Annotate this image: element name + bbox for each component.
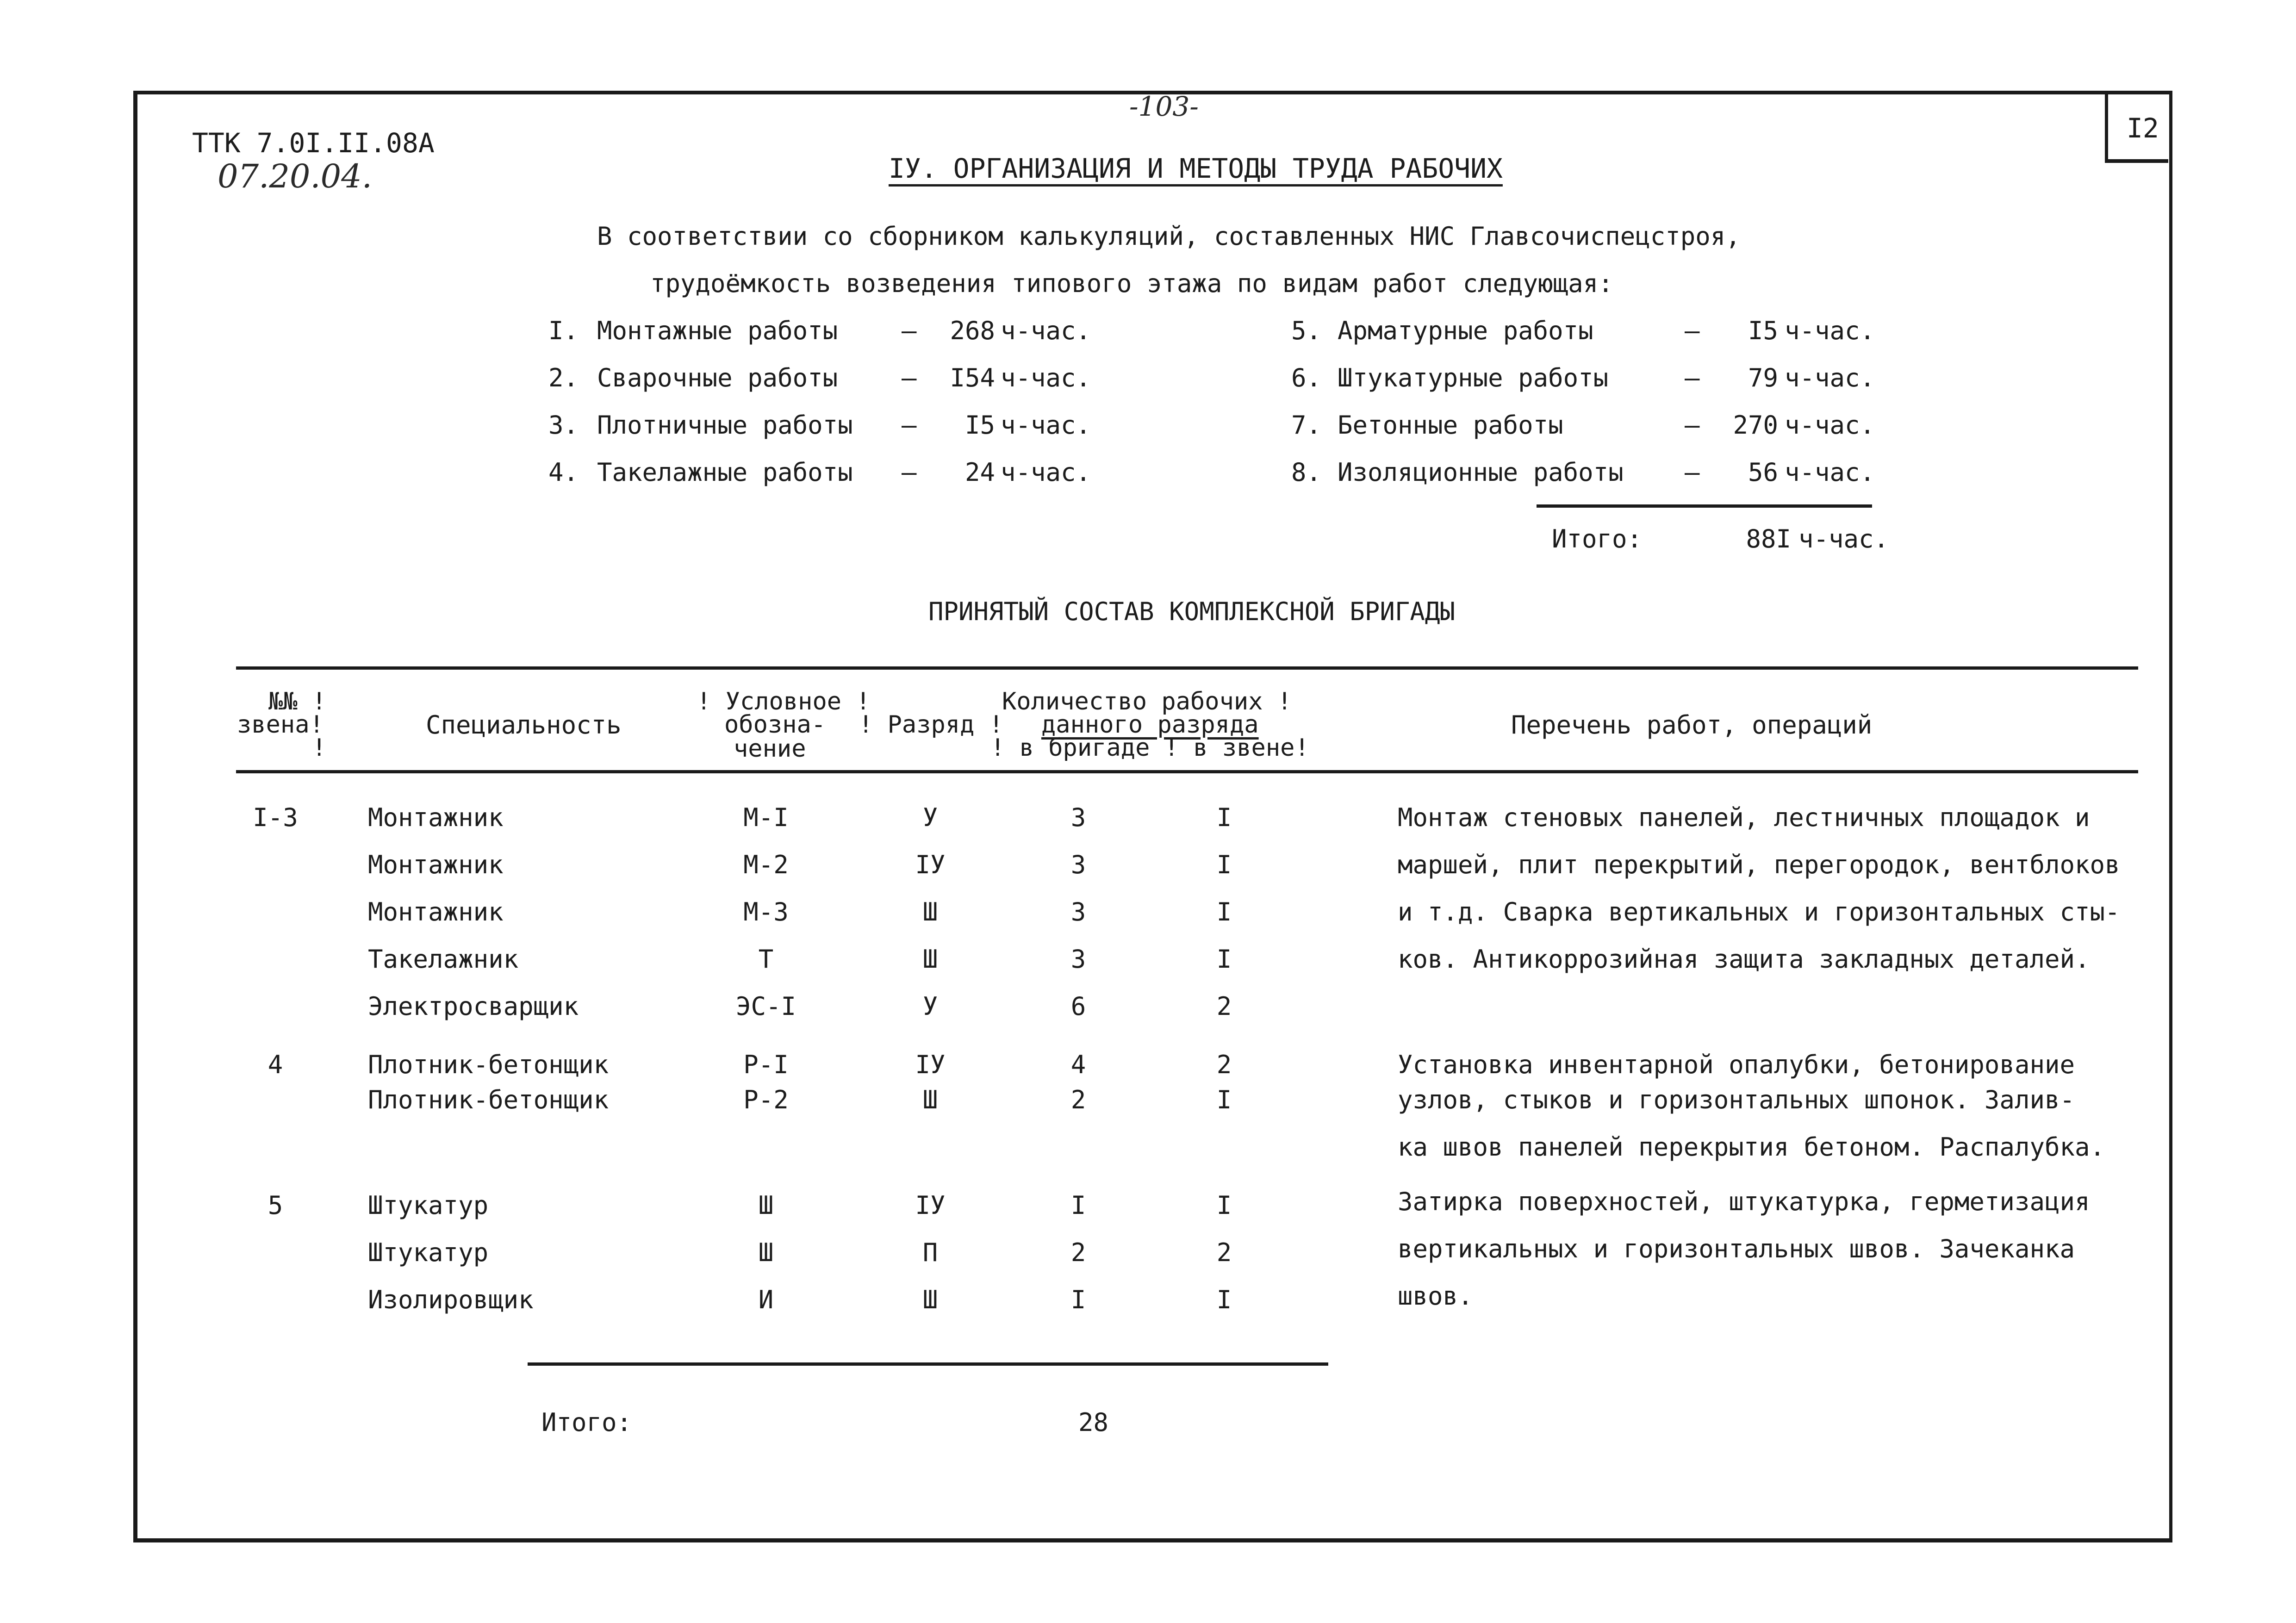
cell-code: М-I xyxy=(743,803,789,832)
work-number: 8. xyxy=(1291,458,1322,487)
sheet-number-box xyxy=(2105,94,2168,163)
work-number: 3. xyxy=(548,410,579,440)
table-total-value: 28 xyxy=(1078,1408,1109,1437)
document-date: 07.20.04. xyxy=(218,157,372,195)
work-value: 268 xyxy=(950,316,995,345)
works-total-rule xyxy=(1537,504,1872,508)
document-code: ТТК 7.0I.II.08А xyxy=(192,127,435,159)
cell-in-team: I xyxy=(1216,945,1232,974)
intro-line-1: В соответствии со сборником калькуляций, составленных НИС Главсочиспецстроя, xyxy=(597,222,1741,251)
work-value: 24 xyxy=(964,458,995,487)
header-team-number-1: №№ ! xyxy=(268,688,327,715)
work-unit: ч-час. xyxy=(1785,316,1875,345)
cell-in-team: I xyxy=(1216,850,1232,879)
work-unit: ч-час. xyxy=(1785,410,1875,440)
cell-in-brigade: 3 xyxy=(1070,850,1086,879)
work-value: 270 xyxy=(1733,410,1778,440)
header-operations: Перечень работ, операций xyxy=(1511,710,1873,740)
work-unit: ч-час. xyxy=(1001,458,1091,487)
table-total-rule xyxy=(528,1362,1328,1366)
operations-line: вертикальных и горизонтальных швов. Зачеканка xyxy=(1398,1234,2075,1263)
cell-in-team: 2 xyxy=(1216,992,1232,1021)
operations-line: узлов, стыков и горизонтальных шпонок. Залив- xyxy=(1398,1085,2075,1114)
cell-in-team: I xyxy=(1216,803,1232,832)
header-specialty: Специальность xyxy=(426,710,622,740)
header-team-number-3: ! xyxy=(312,734,327,762)
work-name: Плотничные работы xyxy=(597,410,853,440)
header-code-1: ! Условное ! xyxy=(697,688,871,715)
cell-specialty: Монтажник xyxy=(368,897,504,927)
table-top-rule xyxy=(236,666,2138,670)
cell-in-team: 2 xyxy=(1216,1238,1232,1267)
cell-rank: Ш xyxy=(922,945,938,974)
operations-line: ков. Антикоррозийная защита закладных деталей. xyxy=(1398,945,2090,974)
work-number: I. xyxy=(548,316,579,345)
cell-in-brigade: I xyxy=(1070,1285,1086,1314)
operations-line: ка швов панелей перекрытия бетоном. Распалубка. xyxy=(1398,1132,2105,1162)
cell-team: 5 xyxy=(268,1191,283,1220)
cell-in-brigade: 4 xyxy=(1070,1050,1086,1079)
work-value: I5 xyxy=(1748,316,1778,345)
cell-specialty: Плотник-бетонщик xyxy=(368,1050,609,1079)
cell-code: М-3 xyxy=(743,897,789,927)
cell-in-brigade: 2 xyxy=(1070,1238,1086,1267)
cell-specialty: Изолировщик xyxy=(368,1285,534,1314)
intro-line-2: трудоёмкость возведения типового этажа по видам работ следующая: xyxy=(650,269,1613,298)
cell-specialty: Штукатур xyxy=(368,1238,489,1267)
header-rank: ! Разряд ! xyxy=(859,711,1004,739)
cell-rank: IУ xyxy=(915,1191,946,1220)
cell-rank: У xyxy=(922,992,938,1021)
cell-rank: IУ xyxy=(915,850,946,879)
work-value: 56 xyxy=(1748,458,1778,487)
sheet-number: I2 xyxy=(2127,112,2159,144)
work-number: 2. xyxy=(548,363,579,392)
work-name: Изоляционные работы xyxy=(1338,458,1624,487)
work-value: I5 xyxy=(964,410,995,440)
cell-code: Т xyxy=(758,945,774,974)
work-dash: – xyxy=(902,410,917,440)
cell-code: Ш xyxy=(758,1191,774,1220)
cell-specialty: Монтажник xyxy=(368,850,504,879)
cell-specialty: Штукатур xyxy=(368,1191,489,1220)
work-dash: – xyxy=(902,458,917,487)
work-name: Такелажные работы xyxy=(597,458,853,487)
cell-in-team: I xyxy=(1216,897,1232,927)
cell-in-team: 2 xyxy=(1216,1050,1232,1079)
cell-in-brigade: 3 xyxy=(1070,945,1086,974)
cell-code: Ш xyxy=(758,1238,774,1267)
operations-line: Монтаж стеновых панелей, лестничных площадок и xyxy=(1398,803,2090,832)
cell-specialty: Монтажник xyxy=(368,803,504,832)
cell-code: ЭС-I xyxy=(735,992,796,1021)
header-quantity-3: ! в бригаде ! в звене! xyxy=(990,734,1309,762)
brigade-title: ПРИНЯТЫЙ СОСТАВ КОМПЛЕКСНОЙ БРИГАДЫ xyxy=(928,597,1455,626)
cell-rank: У xyxy=(922,803,938,832)
operations-line: Затирка поверхностей, штукатурка, герметизация xyxy=(1398,1187,2090,1216)
section-title: IУ. ОРГАНИЗАЦИЯ И МЕТОДЫ ТРУДА РАБОЧИХ xyxy=(889,153,1503,184)
cell-rank: П xyxy=(922,1238,938,1267)
work-number: 5. xyxy=(1291,316,1322,345)
work-name: Арматурные работы xyxy=(1338,316,1593,345)
cell-specialty: Плотник-бетонщик xyxy=(368,1085,609,1114)
cell-in-team: I xyxy=(1216,1191,1232,1220)
works-total-label: Итого: xyxy=(1552,524,1643,553)
cell-rank: Ш xyxy=(922,1085,938,1114)
work-name: Штукатурные работы xyxy=(1338,363,1609,392)
work-unit: ч-час. xyxy=(1785,363,1875,392)
work-dash: – xyxy=(1685,410,1700,440)
cell-in-brigade: 6 xyxy=(1070,992,1086,1021)
page-number: -103- xyxy=(1129,91,1199,122)
header-quantity-2: данного разряда xyxy=(1041,711,1259,739)
work-number: 4. xyxy=(548,458,579,487)
cell-code: Р-I xyxy=(743,1050,789,1079)
work-number: 7. xyxy=(1291,410,1322,440)
work-unit: ч-час. xyxy=(1001,410,1091,440)
operations-line: и т.д. Сварка вертикальных и горизонтальных сты- xyxy=(1398,897,2120,927)
cell-rank: Ш xyxy=(922,897,938,927)
work-dash: – xyxy=(902,363,917,392)
cell-in-brigade: 3 xyxy=(1070,803,1086,832)
cell-team: 4 xyxy=(268,1050,283,1079)
header-code-2: обозна- xyxy=(724,711,826,739)
header-team-number-2: звена! xyxy=(237,711,324,739)
cell-in-team: I xyxy=(1216,1285,1232,1314)
cell-code: Р-2 xyxy=(743,1085,789,1114)
work-value: I54 xyxy=(950,363,995,392)
cell-rank: Ш xyxy=(922,1285,938,1314)
cell-team: I-3 xyxy=(253,803,298,832)
header-quantity-1: Количество рабочих ! xyxy=(1002,688,1292,715)
cell-specialty: Электросварщик xyxy=(368,992,579,1021)
work-name: Бетонные работы xyxy=(1338,410,1563,440)
cell-in-team: I xyxy=(1216,1085,1232,1114)
cell-code: М-2 xyxy=(743,850,789,879)
cell-in-brigade: 2 xyxy=(1070,1085,1086,1114)
header-code-3: чение xyxy=(734,735,806,763)
work-dash: – xyxy=(1685,363,1700,392)
operations-line: швов. xyxy=(1398,1281,1473,1311)
works-total-unit: ч-час. xyxy=(1798,524,1889,553)
work-dash: – xyxy=(902,316,917,345)
operations-line: Установка инвентарной опалубки, бетонирование xyxy=(1398,1050,2075,1079)
table-header-rule xyxy=(236,770,2138,773)
operations-line: маршей, плит перекрытий, перегородок, вентблоков xyxy=(1398,850,2120,879)
work-name: Сварочные работы xyxy=(597,363,838,392)
works-total-value: 88I xyxy=(1746,524,1791,553)
work-unit: ч-час. xyxy=(1785,458,1875,487)
work-value: 79 xyxy=(1748,363,1778,392)
work-dash: – xyxy=(1685,316,1700,345)
work-number: 6. xyxy=(1291,363,1322,392)
work-dash: – xyxy=(1685,458,1700,487)
cell-specialty: Такелажник xyxy=(368,945,519,974)
cell-rank: IУ xyxy=(915,1050,946,1079)
table-total-label: Итого: xyxy=(541,1408,632,1437)
cell-in-brigade: I xyxy=(1070,1191,1086,1220)
work-name: Монтажные работы xyxy=(597,316,838,345)
cell-code: И xyxy=(758,1285,774,1314)
work-unit: ч-час. xyxy=(1001,316,1091,345)
work-unit: ч-час. xyxy=(1001,363,1091,392)
cell-in-brigade: 3 xyxy=(1070,897,1086,927)
